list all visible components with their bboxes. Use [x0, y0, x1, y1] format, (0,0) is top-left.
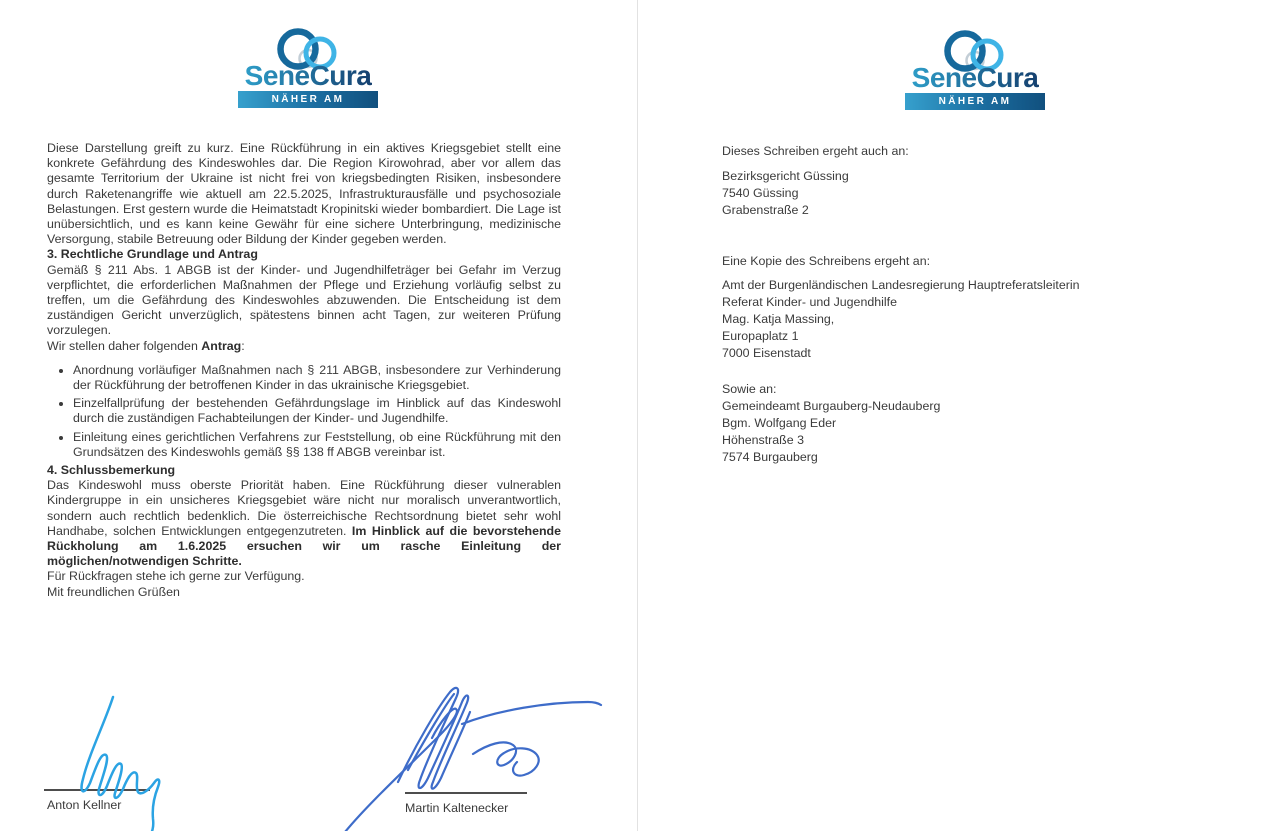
distribution-list [722, 138, 1122, 466]
also-sent-to-label: Dieses Schreiben ergeht auch an: [722, 144, 909, 158]
address-line: Mag. Katja Massing, [722, 312, 835, 326]
logo-tagline: NÄHER AM MENSCHEN [238, 91, 378, 108]
handwritten-signature-martin [338, 682, 606, 831]
signer-name-martin: Martin Kaltenecker [405, 801, 509, 815]
address-line: Bezirksgericht Güssing [722, 169, 849, 183]
intro-paragraph: Diese Darstellung greift zu kurz. Eine Rückführung in ein aktives Kriegsgebiet stellt eine konkrete Gefährdung des Kindeswohles dar. Die Region Kirowohrad, aber vor allem das gesamte Territorium der Ukraine ist nicht frei von kriegsbedingten Risiken, insbesondere durch Raketenangriffe wie aktuell am 22.5.2025, Infrastrukturausfälle und psychosoziale Belastungen. Erst gestern wurde die Heimatstadt Kropinitski wieder bombardiert. Die Lage ist unübersichtlich, und es kann keine Gewähr für eine sichere Unterbringung, medizinische Versorgung, stabile Betreuung oder Bildung der Kinder gegeben werden. [47, 141, 561, 247]
page-divider [637, 0, 638, 831]
brand-text: SeneCura [244, 62, 372, 90]
handwritten-signature-anton [56, 694, 176, 831]
recipient-bezirksgericht [722, 168, 1122, 219]
address-line: Europaplatz 1 [722, 329, 799, 343]
address-line: 7000 Eisenstadt [722, 346, 811, 360]
address-line: Referat Kinder- und Jugendhilfe [722, 295, 897, 309]
as-well-as-label: Sowie an: [722, 382, 777, 396]
antrag-bullet-2: • Einzelfallprüfung der bestehenden Gefährdungslage im Hinblick auf das Kindeswohl durch die zuständigen Fachabteilungen der Kinder- und Jugendhilfe. [73, 396, 561, 426]
logo-tagline: NÄHER AM MENSCHEN [905, 93, 1045, 110]
antrag-bullet-list [47, 363, 561, 460]
section3-body: Gemäß § 211 Abs. 1 ABGB ist der Kinder- und Jugendhilfeträger bei Gefahr im Verzug verpflichtet, die erforderlichen Maßnahmen der Pflege und Erziehung vorläufig selbst zu treffen, um die Gefährdung des Kindeswohles abzuwenden. Die Entscheidung ist dem zuständigen Gericht unverzüglich, spätestens binnen acht Tagen, zur weiteren Prüfung vorzulegen. [47, 262, 561, 338]
copy-sent-to-label: Eine Kopie des Schreibens ergeht an: [722, 254, 931, 268]
section3-heading: 3. Rechtliche Grundlage und Antrag [47, 247, 258, 262]
senecura-logo [238, 20, 378, 122]
address-line: Grabenstraße 2 [722, 203, 809, 217]
address-line: Bgm. Wolfgang Eder [722, 416, 837, 430]
senecura-wordmark [238, 62, 378, 90]
antrag-bullet-1: • Anordnung vorläufiger Maßnahmen nach § 211 ABGB, insbesondere zur Verhinderung der Rückführung der betroffenen Kinder in das ukrainische Kriegsgebiet. [73, 363, 561, 393]
recipient-landesregierung [722, 277, 1122, 362]
brand-text: SeneCura [911, 64, 1039, 92]
section4-regular-text: Das Kindeswohl muss oberste Priorität haben. Eine Rückführung dieser vulnerablen Kindergruppe in ein unsicheres Kriegsgebiet wäre nicht nur moralisch unverantwortlich, sondern auch rechtlich bedenklich. Die österreichische Rechtsordnung bietet sehr wohl Handhabe, solchen Entwicklungen entgegenzutreten. [47, 478, 561, 538]
section4-heading: 4. Schlussbemerkung [47, 463, 176, 478]
antrag-prefix: Wir stellen daher folgenden [47, 338, 202, 353]
letter-body [47, 141, 561, 600]
senecura-logo [905, 22, 1045, 124]
closing-line: Für Rückfragen stehe ich gerne zur Verfügung. [47, 569, 305, 584]
signer-name-anton: Anton Kellner [47, 798, 122, 812]
address-line: 7574 Burgauberg [722, 450, 818, 464]
section4-body [47, 478, 561, 569]
senecura-wordmark [905, 64, 1045, 92]
antrag-bullet-3: • Einleitung eines gerichtlichen Verfahrens zur Feststellung, ob eine Rückführung mit den Grundsätzen des Kindeswohls gemäß §§ 138 ff ABGB vereinbar ist. [73, 430, 561, 460]
recipient-gemeindeamt [722, 398, 1122, 466]
section4-bold-text: Im Hinblick auf die bevorstehende Rückholung am 1.6.2025 ersuchen wir um rasche Einleitung der möglichen/notwendigen Schritte. [47, 523, 561, 569]
address-line: Amt der Burgenländischen Landesregierung Hauptreferatsleiterin [722, 278, 1080, 292]
address-line: Gemeindeamt Burgauberg-Neudauberg [722, 399, 941, 413]
antrag-line [47, 339, 561, 354]
address-line: 7540 Güssing [722, 186, 799, 200]
address-line: Höhenstraße 3 [722, 433, 804, 447]
antrag-suffix: : [241, 338, 245, 353]
antrag-word: Antrag [201, 338, 242, 353]
salutation: Mit freundlichen Grüßen [47, 584, 180, 599]
